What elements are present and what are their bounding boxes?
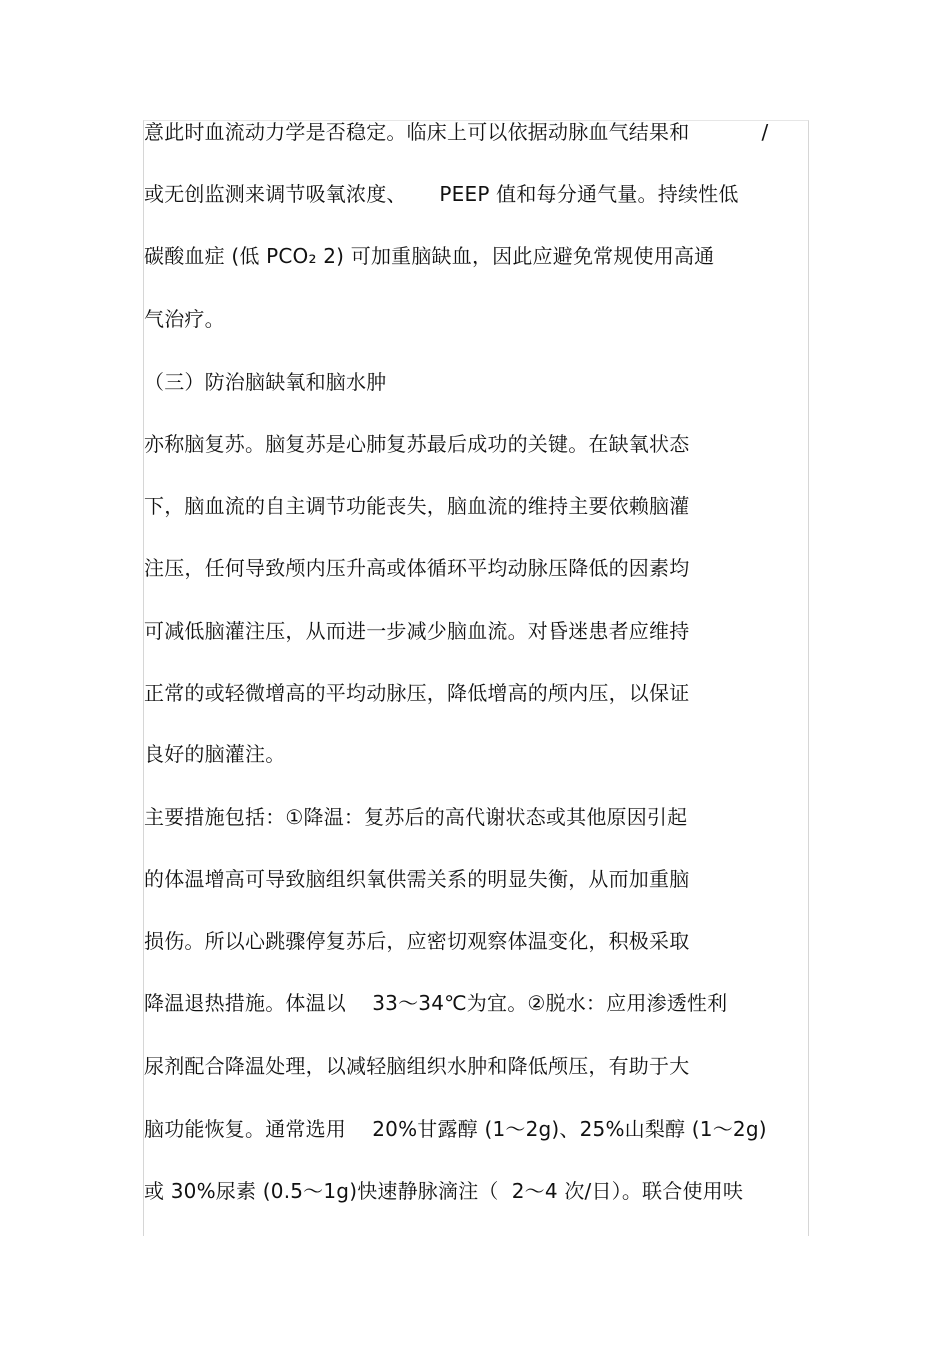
body-text-line: 的体温增高可导致脑组织氧供需关系的明显失衡，从而加重脑 <box>144 867 690 891</box>
body-text-line: 降温退热措施。体温以 33～34℃为宜。②脱水：应用渗透性利 <box>144 991 728 1015</box>
body-text-line: 良好的脑灌注。 <box>144 742 286 766</box>
body-text-line: 或 30%尿素 (0.5～1g)快速静脉滴注（ 2～4 次/日）。联合使用呋 <box>144 1179 744 1203</box>
body-text-line: 注压，任何导致颅内压升高或体循环平均动脉压降低的因素均 <box>144 556 690 580</box>
section-heading: （三）防治脑缺氧和脑水肿 <box>144 370 387 394</box>
body-text-line: 尿剂配合降温处理，以减轻脑组织水肿和降低颅压，有助于大 <box>144 1054 690 1078</box>
body-text-line: 亦称脑复苏。脑复苏是心肺复苏最后成功的关键。在缺氧状态 <box>144 432 690 456</box>
body-text-line: 或无创监测来调节吸氧浓度、 PEEP 值和每分通气量。持续性低 <box>144 182 739 206</box>
body-text-line: 正常的或轻微增高的平均动脉压，降低增高的颅内压，以保证 <box>144 681 690 705</box>
body-text-line: 可减低脑灌注压，从而进一步减少脑血流。对昏迷患者应维持 <box>144 619 690 643</box>
body-text-line: 意此时血流动力学是否稳定。临床上可以依据动脉血气结果和 / <box>144 120 769 144</box>
body-text-line: 脑功能恢复。通常选用 20%甘露醇 (1～2g)、25%山梨醇 (1～2g) <box>144 1117 767 1141</box>
body-text-line: 损伤。所以心跳骤停复苏后，应密切观察体温变化，积极采取 <box>144 929 690 953</box>
body-text-line: 气治疗。 <box>144 307 225 331</box>
body-text-line: 下，脑血流的自主调节功能丧失，脑血流的维持主要依赖脑灌 <box>144 494 690 518</box>
body-text-line: 主要措施包括：①降温：复苏后的高代谢状态或其他原因引起 <box>144 805 688 829</box>
body-text-line: 碳酸血症 (低 PCO₂ 2) 可加重脑缺血，因此应避免常规使用高通 <box>144 244 715 268</box>
